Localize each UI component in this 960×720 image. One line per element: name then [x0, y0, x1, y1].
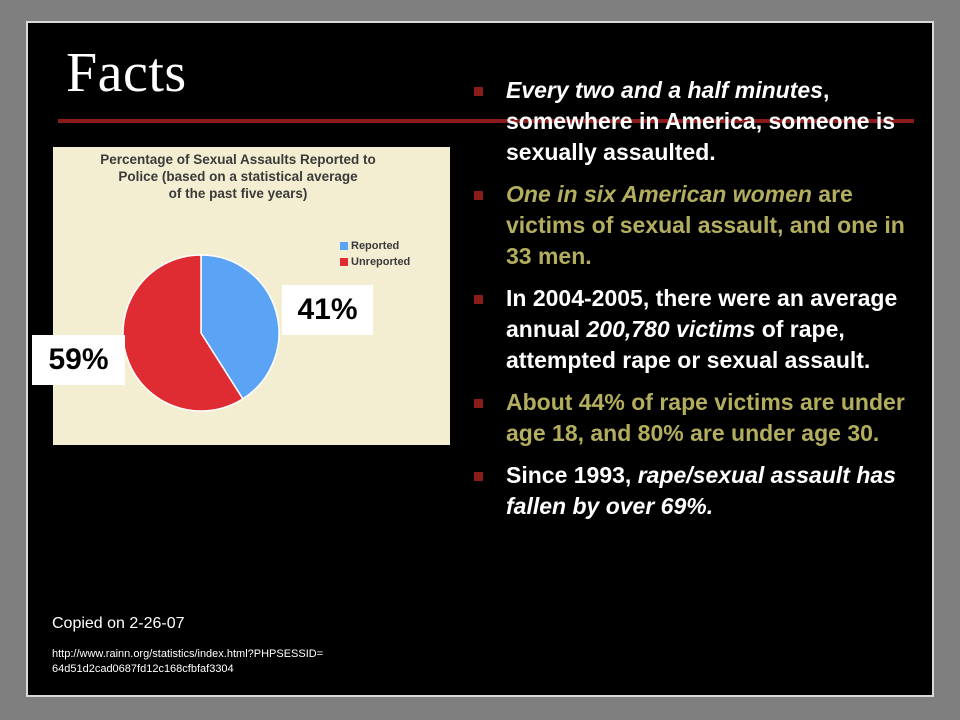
- legend-swatch-reported: [340, 242, 348, 250]
- legend-swatch-unreported: [340, 258, 348, 266]
- legend-label-reported: Reported: [351, 240, 400, 252]
- source-url: [52, 647, 323, 677]
- chart-title-line: of the past five years): [168, 186, 308, 201]
- bullet-square-icon: [474, 472, 483, 481]
- fact-text: , somewhere in America, someone is sexually assaulted.: [506, 77, 896, 165]
- fact-text: rape/sexual assault has fallen by over 69%.: [506, 462, 896, 519]
- bullet-square-icon: [474, 295, 483, 304]
- source-url-line: 64d51d2cad0687fd12c168cfbfaf3304: [52, 663, 234, 675]
- legend-item-reported: [340, 238, 410, 254]
- pie-chart-svg: [53, 147, 450, 445]
- fact-text: In 2004-2005, there were an average annual: [506, 285, 898, 342]
- fact-text: 200,780 victims: [586, 316, 756, 342]
- legend-item-unreported: [340, 254, 410, 270]
- fact-text: About 44% of rape victims are under age 18, and 80% are under age 30.: [506, 389, 905, 446]
- chart-title-line: Percentage of Sexual Assaults Reported to: [100, 152, 376, 167]
- copied-date: Copied on 2-26-07: [52, 615, 185, 632]
- chart-title-line: Police (based on a statistical average: [118, 169, 358, 184]
- fact-bullet: [474, 179, 934, 272]
- fact-text: of rape, attempted rape or sexual assault.: [506, 316, 871, 373]
- fact-bullet: [474, 460, 934, 522]
- fact-bullet: [474, 75, 934, 168]
- unreported-percent-label: 59%: [32, 335, 125, 385]
- reported-percent-label: 41%: [282, 285, 373, 335]
- fact-text: Every two and a half minutes: [506, 77, 823, 103]
- fact-text: Since 1993,: [506, 462, 638, 488]
- slide-title: Facts: [66, 42, 187, 104]
- legend-label-unreported: Unreported: [351, 256, 411, 268]
- bullet-square-icon: [474, 399, 483, 408]
- fact-bullet: [474, 387, 934, 449]
- source-url-line: http://www.rainn.org/statistics/index.html?PHPSESSID=: [52, 648, 324, 660]
- chart-legend: [340, 238, 410, 270]
- facts-bullet-list: [474, 75, 934, 533]
- slide: [26, 21, 934, 697]
- bullet-square-icon: [474, 87, 483, 96]
- fact-text: One in six American women: [506, 181, 812, 207]
- bullet-square-icon: [474, 191, 483, 200]
- pie-chart-panel: [53, 147, 450, 445]
- fact-text: are victims of sexual assault, and one in 33 men.: [506, 181, 905, 269]
- fact-bullet: [474, 283, 934, 376]
